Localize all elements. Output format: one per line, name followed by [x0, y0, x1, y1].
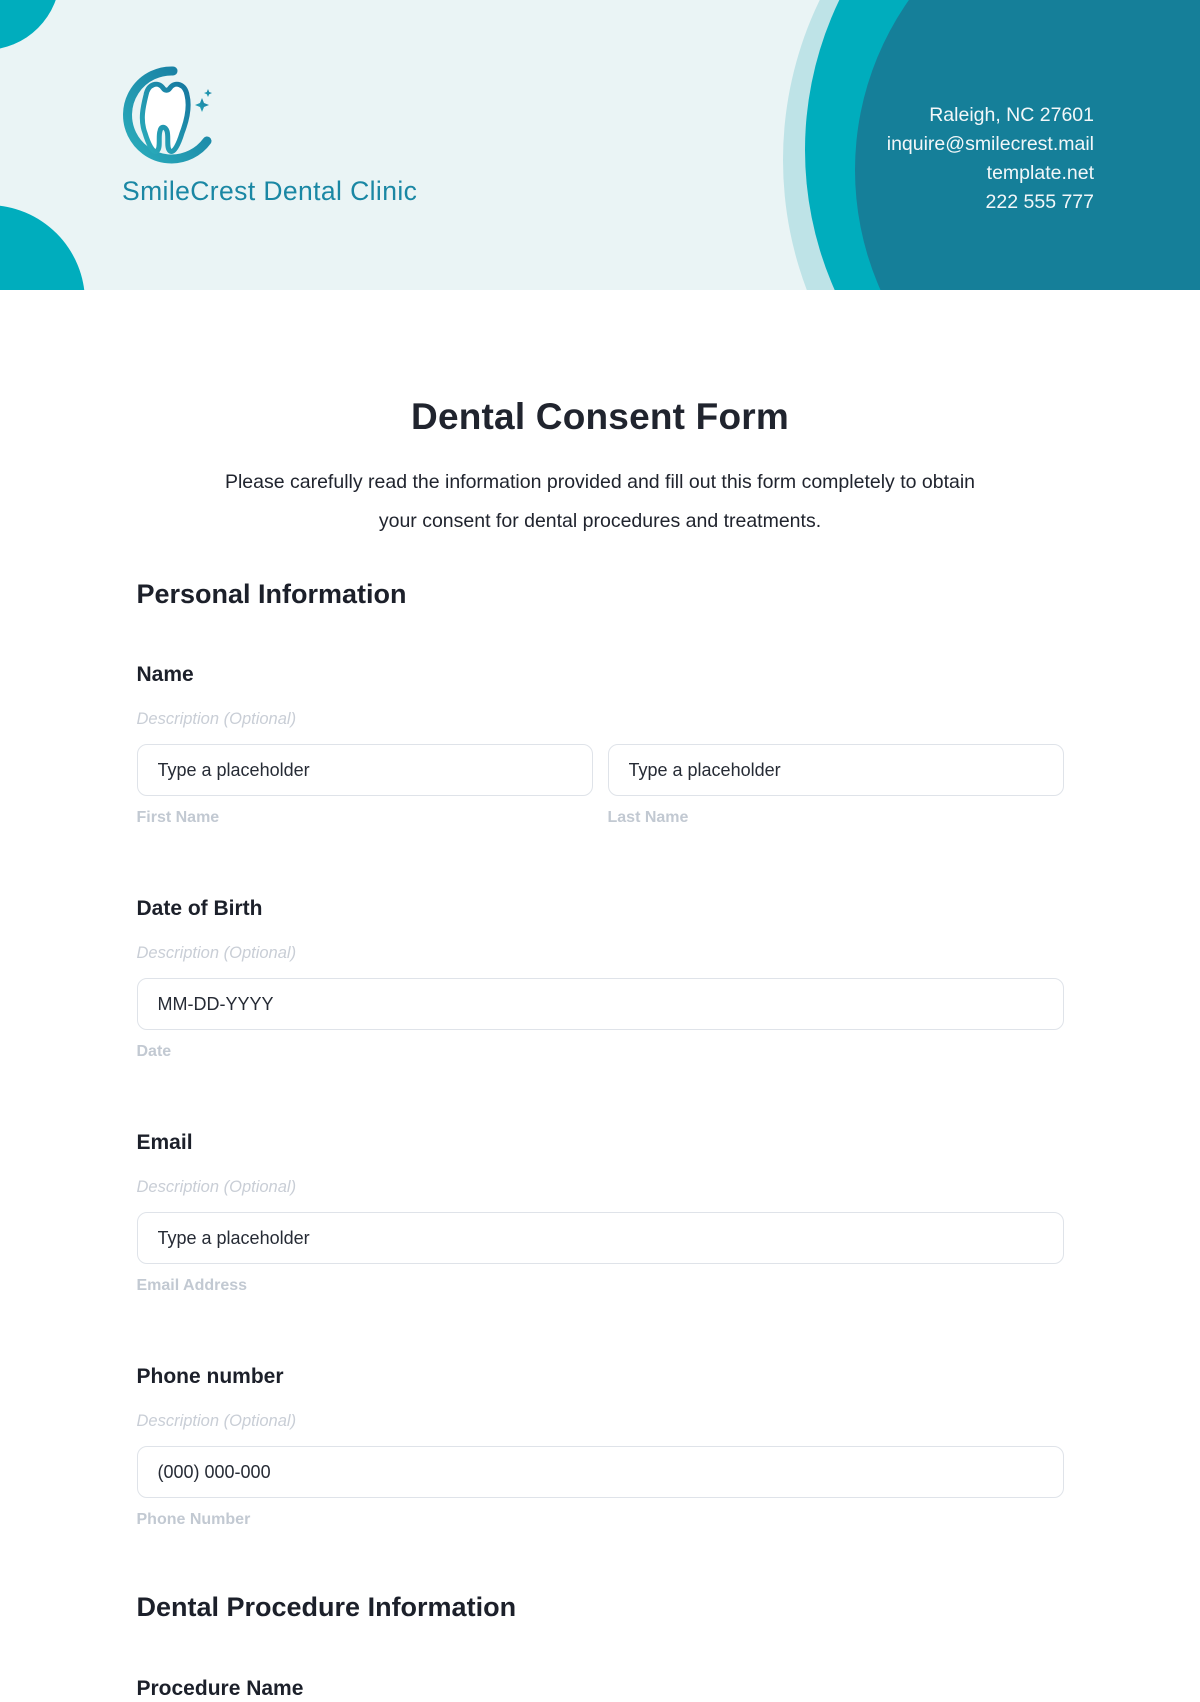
phone-input[interactable]: [137, 1446, 1064, 1498]
decorative-circle-bottom-left: [0, 205, 85, 290]
sparkle-icon: [195, 98, 209, 112]
dob-label: Date of Birth: [136, 897, 263, 920]
first-name-input[interactable]: [137, 744, 593, 796]
clinic-name: SmileCrest Dental Clinic: [122, 176, 418, 206]
form-title: Dental Consent Form: [411, 396, 789, 437]
form-subtitle: [137, 463, 1064, 541]
contact-email-line2: template.net: [986, 162, 1094, 184]
field-date-of-birth: [137, 896, 1064, 1062]
name-description: Description (Optional): [136, 710, 297, 728]
email-sublabel: Email Address: [136, 1277, 248, 1294]
contact-phone: 222 555 777: [985, 191, 1094, 213]
date-of-birth-input[interactable]: [137, 978, 1064, 1030]
procedure-name-label: Procedure Name: [136, 1677, 304, 1700]
dob-description: Description (Optional): [136, 944, 297, 962]
decorative-circle-top-left: [0, 0, 60, 50]
email-description: Description (Optional): [136, 1178, 297, 1196]
contact-address: Raleigh, NC 27601: [929, 104, 1094, 126]
clinic-contact-info: [887, 101, 1094, 217]
form-body: [0, 290, 1200, 1702]
form-subtitle-line1: Please carefully read the information provided and fill out this form completely to obtain: [224, 471, 976, 493]
sparkle-icon-small: [204, 89, 212, 97]
dob-sublabel: Date: [136, 1043, 172, 1060]
last-name-input[interactable]: [608, 744, 1064, 796]
tooth-logo-icon: [110, 64, 214, 170]
section-personal-information: Personal Information: [136, 579, 407, 609]
phone-description: Description (Optional): [136, 1412, 297, 1430]
field-email: [137, 1130, 1064, 1296]
email-input[interactable]: [137, 1212, 1064, 1264]
field-phone-number: [137, 1364, 1064, 1530]
phone-label: Phone number: [136, 1365, 284, 1388]
name-label: Name: [136, 663, 194, 686]
last-name-sublabel: Last Name: [607, 809, 689, 826]
section-dental-procedure-information: Dental Procedure Information: [136, 1592, 517, 1622]
clinic-logo: [110, 64, 470, 206]
email-label: Email: [136, 1131, 193, 1154]
phone-sublabel: Phone Number: [136, 1511, 251, 1528]
contact-email-line1: inquire@smilecrest.mail: [886, 133, 1094, 155]
field-name: [137, 662, 1064, 828]
tooth-icon: [142, 84, 188, 151]
page-header: [0, 0, 1200, 290]
first-name-sublabel: First Name: [136, 809, 220, 826]
form-subtitle-line2: your consent for dental procedures and treatments.: [378, 510, 822, 532]
